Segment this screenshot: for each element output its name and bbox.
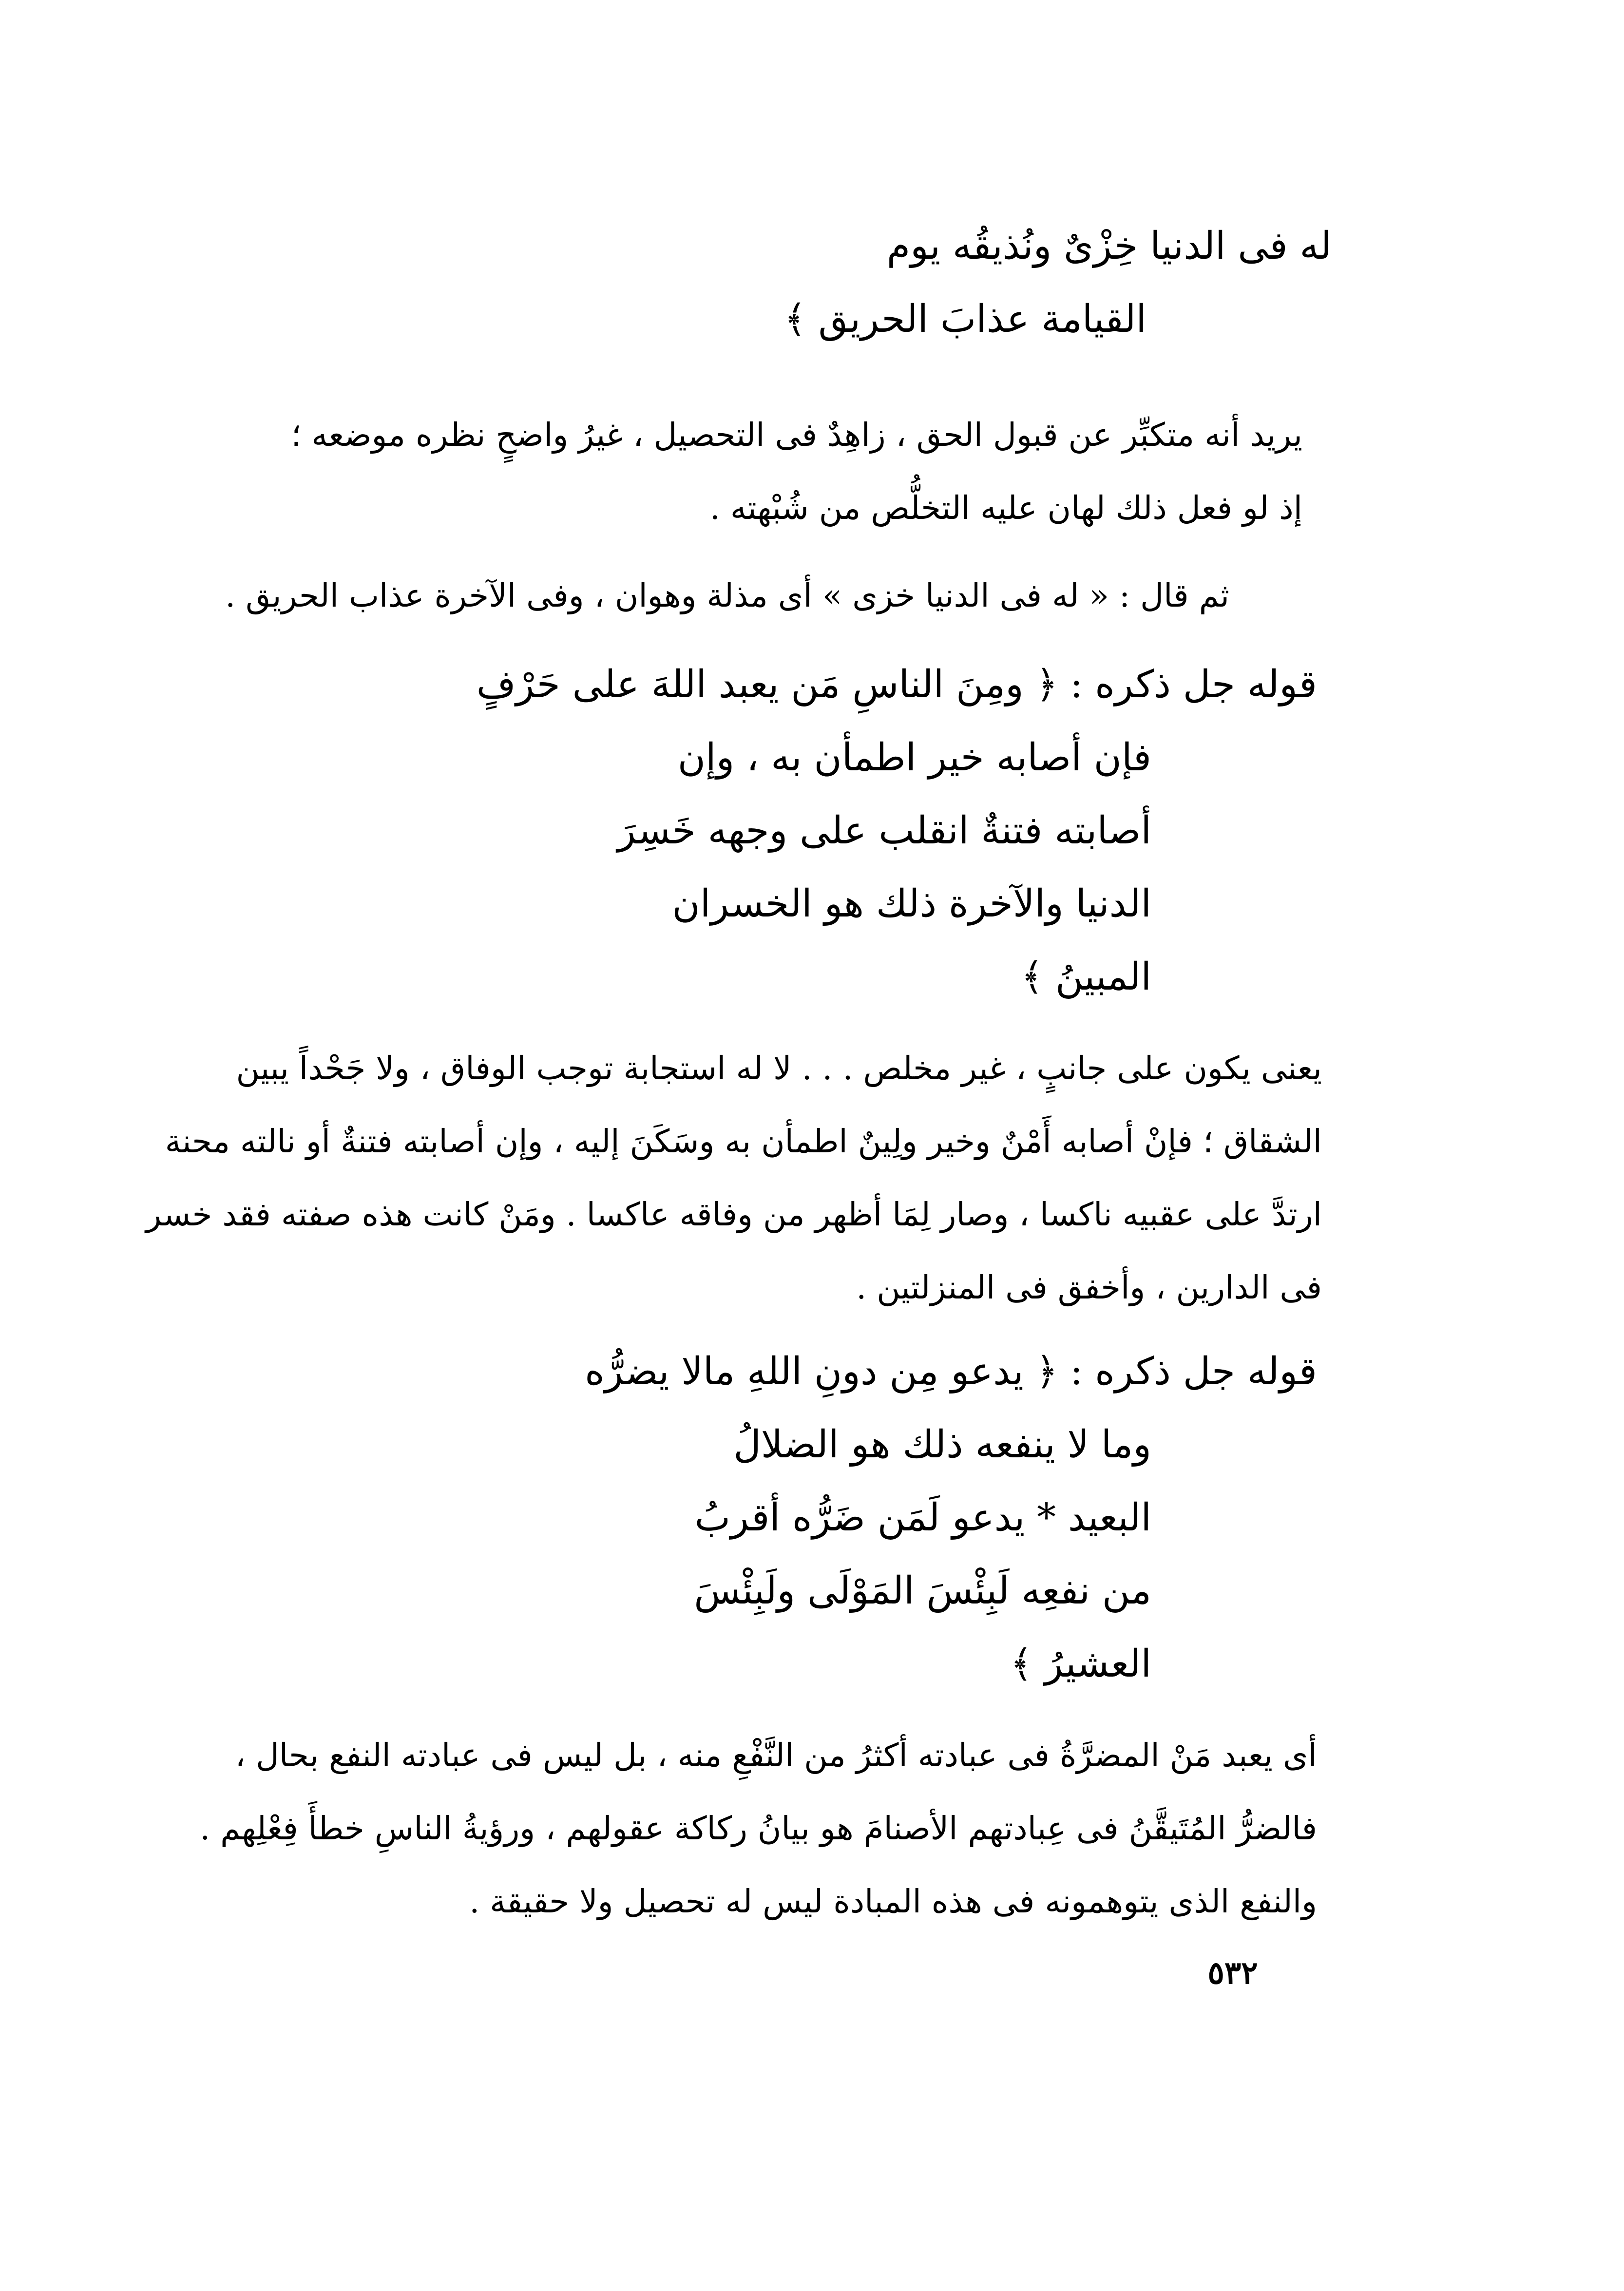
commentary-line: إذ لو فعل ذلك لهان عليه التخلُّص من شُبْهته . <box>709 489 1302 527</box>
verse-line: فإن أصابه خير اطمأن به ، وإن <box>677 736 1151 780</box>
verse-block <box>784 210 1332 356</box>
commentary-paragraph <box>146 1033 1322 1325</box>
verse-line: المبينُ ﴾ <box>1021 955 1151 999</box>
verse-block <box>585 1335 1317 1700</box>
verse-line: أصابته فتنةٌ انقلب على وجهه خَسِرَ <box>617 809 1151 853</box>
verse-line: الدنيا والآخرة ذلك هو الخسران <box>672 882 1151 926</box>
verse-line: العشيرُ ﴾ <box>1010 1642 1151 1686</box>
page-number: ٥٣٢ <box>1207 1955 1258 1991</box>
commentary-line: الشقاق ؛ فإنْ أصابه أَمْنٌ وخير ولِينٌ اطمأن به وسَكَنَ إليه ، وإن أصابته فتنةٌ أو نالته محنة <box>165 1123 1322 1160</box>
commentary-line: يعنى يكون على جانبٍ ، غير مخلص . . . لا له استجابة توجب الوفاق ، ولا جَحْداً يبين <box>236 1050 1322 1087</box>
verse-line: قوله جل ذكره : ﴿ يدعو مِن دونِ اللهِ مالا يضرُّه <box>585 1350 1317 1394</box>
verse-line: البعيد * يدعو لَمَن ضَرُّه أقربُ <box>694 1496 1151 1540</box>
commentary-paragraph <box>200 1720 1317 1939</box>
verse-line: من نفعِه لَبِئْسَ المَوْلَى ولَبِئْسَ <box>694 1569 1151 1613</box>
verse-line: القيامة عذابَ الحريق ﴾ <box>783 297 1146 341</box>
commentary-paragraph <box>225 560 1229 633</box>
commentary-line: فى الدارين ، وأخفق فى المنزلتين . <box>856 1269 1322 1306</box>
commentary-line: فالضرُّ المُتَيقَّنُ فى عِبادتهم الأصنامَ هو بيانُ ركاكة عقولهم ، ورؤيةُ الناسِ خطأَ فِعْلِهم . <box>200 1810 1317 1847</box>
commentary-line: ثم قال : « له فى الدنيا خزى » أى مذلة وهوان ، وفى الآخرة عذاب الحريق . <box>225 577 1229 614</box>
verse-line: قوله جل ذكره : ﴿ ومِنَ الناسِ مَن يعبد اللهَ على حَرْفٍ <box>476 663 1317 706</box>
commentary-paragraph <box>291 400 1302 546</box>
commentary-line: يريد أنه متكبِّر عن قبول الحق ، زاهِدٌ فى التحصيل ، غيرُ واضحٍ نظره موضعه ؛ <box>291 416 1302 454</box>
verse-line: وما لا ينفعه ذلك هو الضلالُ <box>733 1423 1151 1467</box>
commentary-line: ارتدَّ على عقبيه ناكسا ، وصار لِمَا أظهر من وفاقه عاكسا . ومَنْ كانت هذه صفته فقد خسر <box>146 1196 1322 1233</box>
commentary-line: أى يعبد مَنْ المضرَّةُ فى عبادته أكثرُ من النَّفْعِ منه ، بل ليس فى عبادته النفع بحال ، <box>235 1737 1317 1774</box>
commentary-line: والنفع الذى يتوهمونه فى هذه المبادة ليس له تحصيل ولا حقيقة . <box>469 1883 1317 1920</box>
verse-block <box>477 648 1317 1013</box>
verse-line: له فى الدنيا خِزْىٌ ونُذيقُه يوم <box>886 224 1332 268</box>
